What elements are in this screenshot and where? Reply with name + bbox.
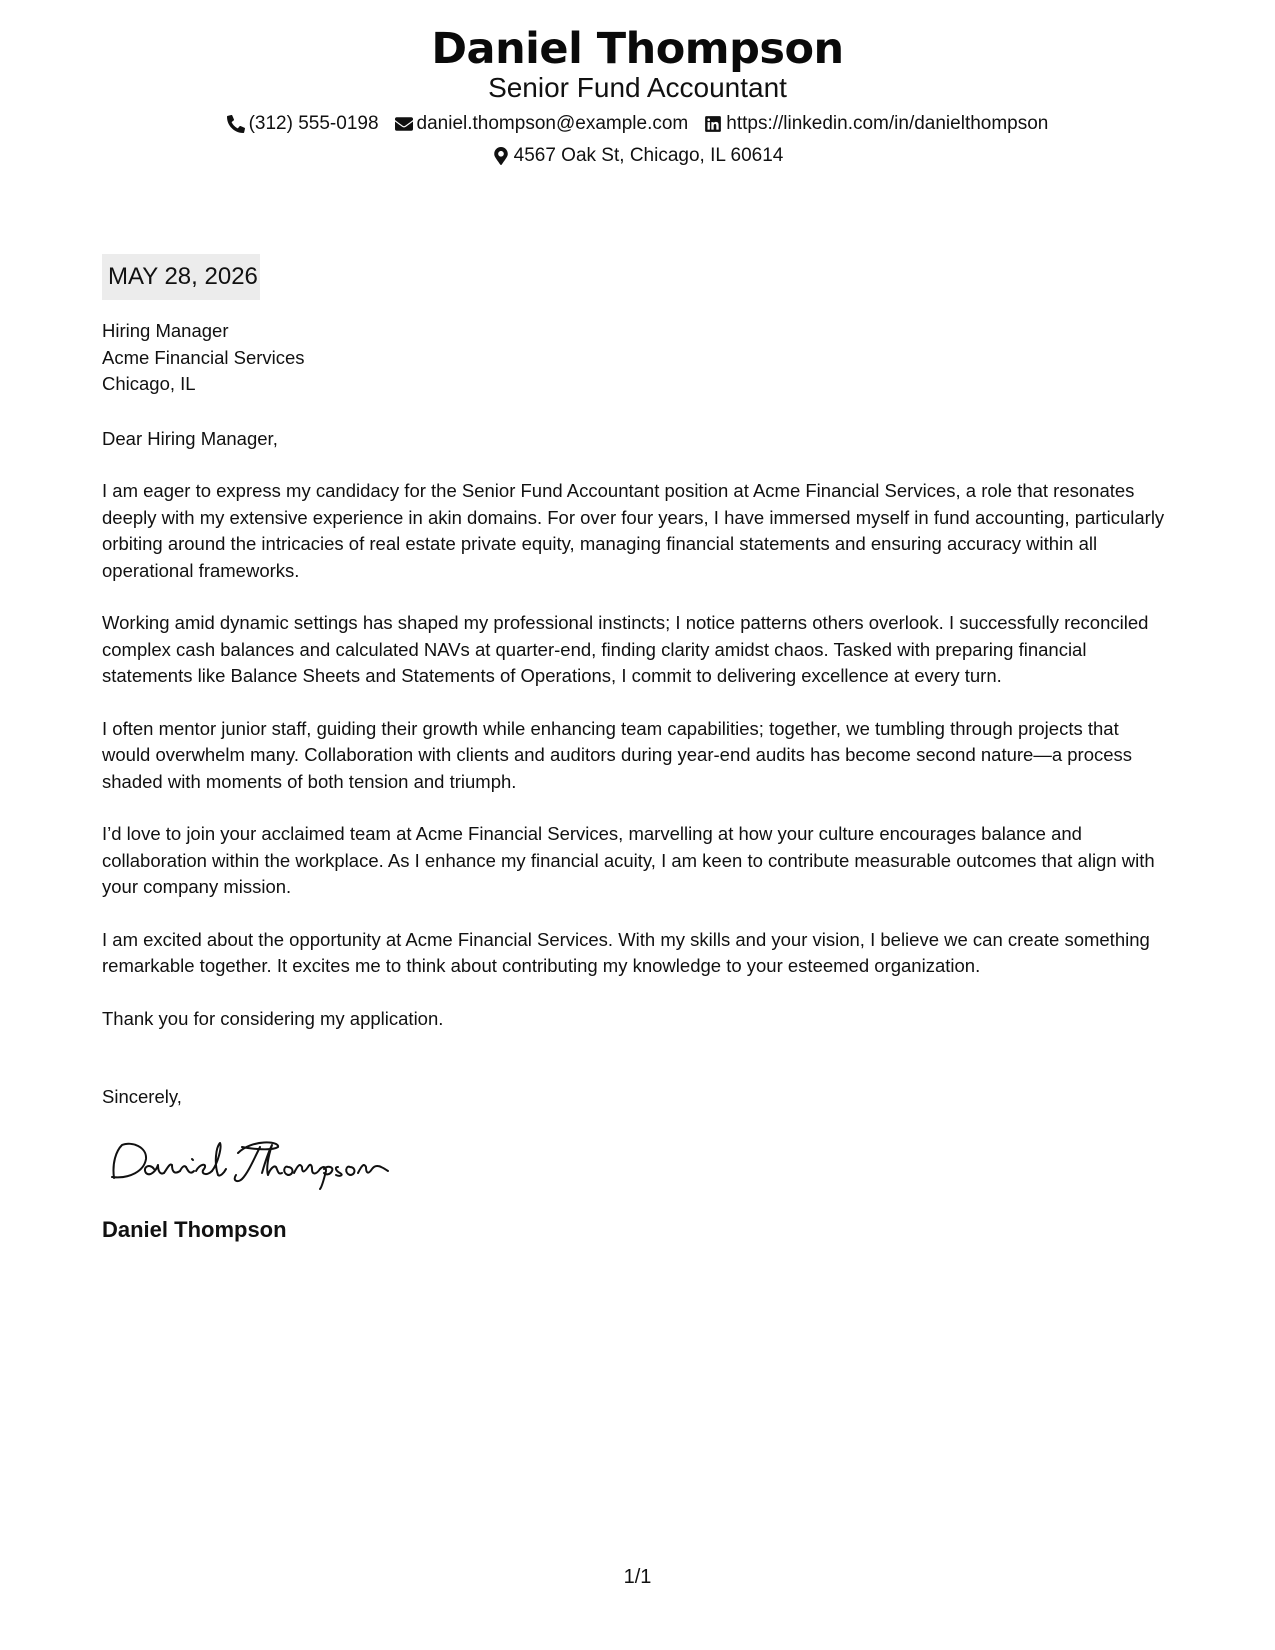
email-text: daniel.thompson@example.com [416,113,689,134]
contact-email[interactable] [395,112,689,136]
body-paragraph: I am excited about the opportunity at Acme Financial Services. With my skills and your vision, I believe we can create something remarkable together. It excites me to think about contributing my knowledge to your esteemed organization. [102,928,1150,976]
body-paragraph: I’d love to join your acclaimed team at Acme Financial Services, marvelling at how your culture encourages balance and collaboration within the workplace. As I enhance my financial acuity, I am keen to contribute measurable outcomes that align with your company mission. [102,823,1155,897]
signer-name: Daniel Thompson [102,1217,287,1242]
address-row [0,144,1275,168]
applicant-name: Daniel Thompson [431,24,844,74]
closing: Sincerely, [102,1086,182,1107]
contact-address [492,144,784,168]
handwritten-signature [102,1133,402,1193]
thank-you-line: Thank you for considering my application. [102,1007,444,1029]
applicant-title: Senior Fund Accountant [488,72,787,103]
page-indicator: 1/1 [623,1566,652,1588]
contact-linkedin[interactable] [704,112,1048,136]
map-marker-icon [492,147,510,165]
address-text: 4567 Oak St, Chicago, IL 60614 [513,145,784,166]
envelope-icon [395,115,413,133]
phone-icon [227,115,245,133]
salutation: Dear Hiring Manager, [102,427,278,449]
body-paragraph: I am eager to express my candidacy for the Senior Fund Accountant position at Acme Financial Services, a role that resonates deeply with my extensive experience in akin domains. For over four years, I have immersed myself in fund accounting, particularly orbiting around the intricacies of real estate private equity, managing financial statements and ensuring accuracy within all operational frameworks. [102,480,1165,581]
letter-header [0,22,1275,168]
letter-body [102,254,1172,1244]
recipient-line: Hiring Manager [102,320,229,341]
linkedin-text: https://linkedin.com/in/danielthompson [726,113,1049,134]
body-paragraph: I often mentor junior staff, guiding their growth while enhancing team capabilities; together, we tumbling through projects that would overwhelm many. Collaboration with clients and auditors during year-end audits has become second nature—a process shaded with moments of both tension and triumph. [102,717,1133,792]
phone-text: (312) 555-0198 [248,113,379,134]
letter-date: MAY 28, 2026 [102,254,260,300]
recipient-line: Chicago, IL [102,373,196,394]
contact-row [0,112,1275,136]
linkedin-icon [704,115,722,133]
recipient-block [102,318,1172,398]
body-paragraph: Working amid dynamic settings has shaped my professional instincts; I notice patterns others overlook. I successfully reconciled complex cash balances and calculated NAVs at quarter-end, finding clarity amidst chaos. Tasked with preparing financial statements like Balance Sheets and Statements of Operations, I commit to delivering excellence at every turn. [102,612,1149,686]
contact-phone [227,112,379,136]
recipient-line: Acme Financial Services [102,346,305,368]
